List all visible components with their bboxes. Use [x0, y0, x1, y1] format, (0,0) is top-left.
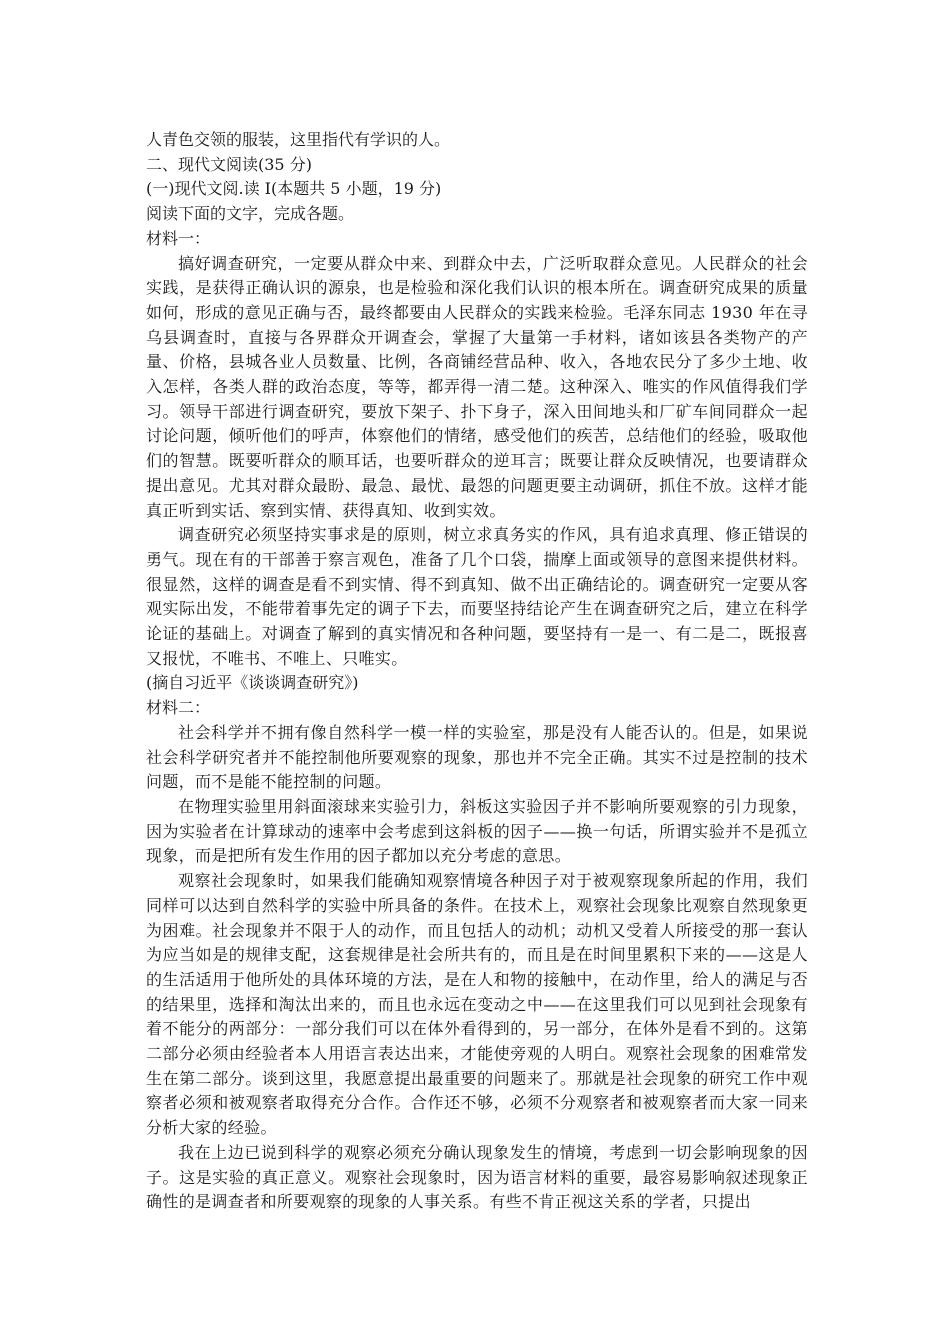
material-2-paragraph: 社会科学并不拥有像自然科学一模一样的实验室，那是没有人能否认的。但是，如果说社会科学研究者并不能控制他所要观察的现象，那也并不完全正确。其实不过是控制的技术问题，而不是能不能控制的问题。 [146, 722, 808, 792]
previous-annotation-tail: 人青色交领的服装，这里指代有学识的人。 [146, 130, 451, 149]
section-heading: 二、现代文阅读(35 分) [146, 154, 312, 174]
instruction: 阅读下面的文字，完成各题。 [146, 204, 355, 224]
material-1-source: (摘自习近平《谈谈调查研究》) [146, 673, 359, 693]
material-1-paragraph: 调查研究必须坚持实事求是的原则，树立求真务实的作风，具有追求真理、修正错误的勇气。现在有的干部善于察言观色，准备了几个口袋，揣摩上面或领导的意图来提供材料。很显然，这样的调查是看不到实情、得不到真知、做不出正确结论的。调查研究一定要从客观实际出发，不能带着事先定的调子下去，而要坚持结论产生在调查研究之后，建立在科学论证的基础上。对调查了解到的真实情况和各种问题，要坚持有一是一、有二是二，既报喜又报忧，不唯书、不唯上、只唯实。 [146, 525, 808, 668]
material-2-paragraph: 在物理实验里用斜面滚球来实验引力，斜板这实验因子并不影响所要观察的引力现象，因为实验者在计算球动的速率中会考虑到这斜板的因子——换一句话，所谓实验并不是孤立现象，而是把所有发生作用的因子都加以充分考虑的意思。 [146, 796, 808, 866]
material-2-label: 材料二： [146, 698, 211, 718]
material-1-paragraph: 搞好调查研究，一定要从群众中来、到群众中去，广泛听取群众意见。人民群众的社会实践，是获得正确认识的源泉，也是检验和深化我们认识的根本所在。调查研究成果的质量如何，形成的意见正确与否，最终都要由人民群众的实践来检验。毛泽东同志 1930 年在寻乌县调查时，直接与各界群众开调查会，掌握了大量第一手材料，诸如该县各类物产的产量、价格，县城各业人员数量、比例，各商铺经营品种、收入，各地农民分了多少土地、收入怎样，各类人群的政治态度，等等，都弄得一清二楚。这种深入、唯实的作风值得我们学习。领导干部进行调查研究，要放下架子、扑下身子，深入田间地头和厂矿车间同群众一起讨论问题，倾听他们的呼声，体察他们的情绪，感受他们的疾苦，总结他们的经验，吸取他们的智慧。既要听群众的顺耳话，也要听群众的逆耳言；既要让群众反映情况，也要请群众提出意见。尤其对群众最盼、最急、最忧、最怨的问题更要主动调研，抓住不放。这样才能真正听到实话、察到实情、获得真知、收到实效。 [146, 253, 808, 520]
subsection-heading: (一)现代文阅.读 I(本题共 5 小题，19 分) [146, 179, 442, 199]
document-page [146, 128, 808, 1215]
material-1-label: 材料一： [146, 228, 211, 248]
material-2-paragraph: 观察社会现象时，如果我们能确知观察情境各种因子对于被观察现象所起的作用，我们同样可以达到自然科学的实验中所具备的条件。在技术上，观察社会现象比观察自然现象更为困难。社会现象并不限于人的动作，而且包括人的动机；动机又受着人所接受的那一套认为应当如是的规律支配，这套规律是社会所共有的，而且是在时间里累积下来的——这是人的生活适用于他所处的具体环境的方法，是在人和物的接触中，在动作里，给人的满足与否的结果里，选择和淘汰出来的，而且也永远在变动之中——在这里我们可以见到社会现象有着不能分的两部分：一部分我们可以在体外看得到的，另一部分，在体外是看不到的。这第二部分必须由经验者本人用语言表达出来，才能使旁观的人明白。观察社会现象的困难常发生在第二部分。谈到这里，我愿意提出最重要的问题来了。那就是社会现象的研究工作中观察者必须和被观察者取得充分合作。合作还不够，必须不分观察者和被观察者而大家一同来分析大家的经验。 [146, 871, 808, 1138]
material-2-paragraph: 我在上边已说到科学的观察必须充分确认现象发生的情境，考虑到一切会影响现象的因子。这是实验的真正意义。观察社会现象时，因为语言材料的重要，最容易影响叙述现象正确性的是调查者和所要观察的现象的人事关系。有些不肯正视这关系的学者，只提出 [146, 1142, 808, 1212]
